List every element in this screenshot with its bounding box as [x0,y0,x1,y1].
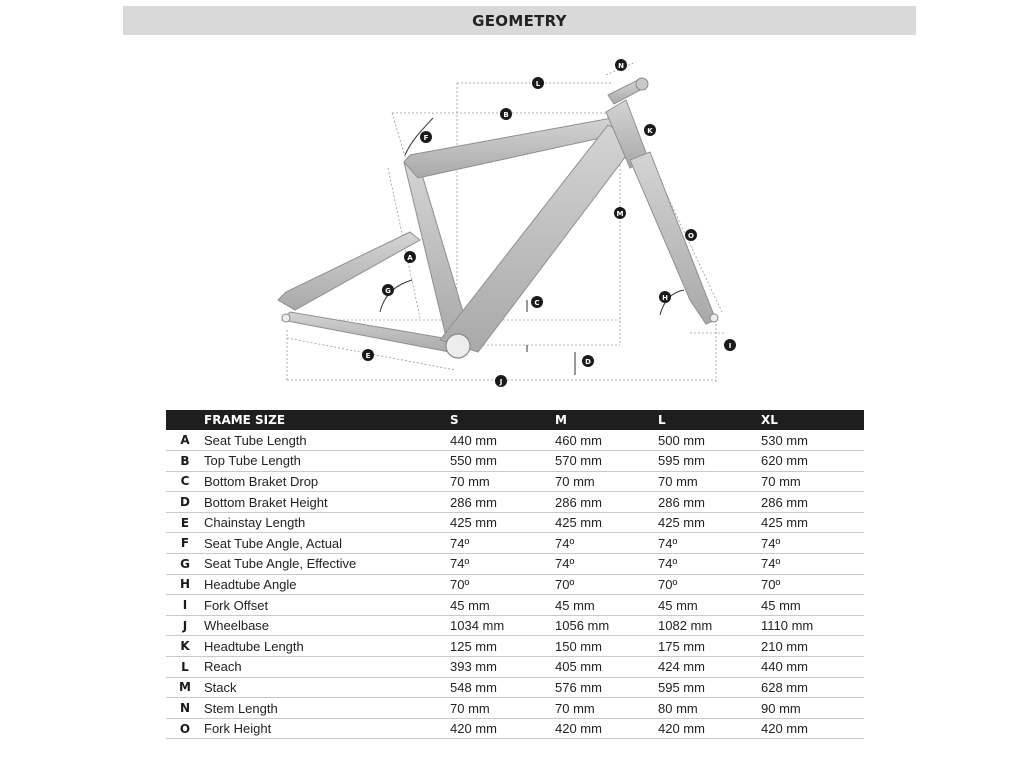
row-letter: I [182,598,188,613]
row-letter: N [179,701,191,716]
svg-text:N: N [618,62,624,70]
row-value-l: 595 mm [658,453,705,469]
row-value-s: 70 mm [450,473,490,489]
svg-text:H: H [662,294,668,302]
row-value-m: 420 mm [555,721,602,737]
row-value-m: 460 mm [555,432,602,448]
row-measurement-name: Bottom Braket Height [204,494,328,510]
row-value-l: 500 mm [658,432,705,448]
svg-text:F: F [423,134,429,142]
row-value-m: 1056 mm [555,618,610,634]
row-letter: A [180,433,190,448]
row-value-xl: 74º [761,535,781,551]
row-value-xl: 90 mm [761,700,801,716]
marker-i [724,339,736,351]
marker-n [615,59,627,71]
svg-text:M: M [616,210,624,218]
row-value-m: 425 mm [555,515,602,531]
marker-e [362,349,374,361]
marker-l [532,77,544,89]
marker-o [685,229,697,241]
row-value-s: 440 mm [450,432,497,448]
table-row [166,677,864,698]
page-title: GEOMETRY [472,11,567,30]
row-value-xl: 628 mm [761,679,808,695]
row-value-m: 45 mm [555,597,595,613]
table-row [166,533,864,554]
header-size-l: L [658,413,666,427]
marker-d [582,355,594,367]
marker-a [404,251,416,263]
row-measurement-name: Fork Height [204,721,272,737]
row-measurement-name: Seat Tube Angle, Effective [204,556,357,572]
svg-text:L: L [535,80,541,88]
header-frame-size: FRAME SIZE [204,413,286,427]
row-value-l: 595 mm [658,679,705,695]
row-value-s: 425 mm [450,515,497,531]
marker-h [659,291,671,303]
row-measurement-name: Fork Offset [204,597,269,613]
table-row [166,595,864,616]
row-value-l: 45 mm [658,597,698,613]
frame-geometry-diagram [0,40,1024,400]
row-measurement-name: Reach [204,659,242,675]
row-value-l: 425 mm [658,515,705,531]
row-value-xl: 74º [761,556,781,572]
row-value-xl: 440 mm [761,659,808,675]
table-row [166,657,864,678]
header-size-m: M [555,413,567,427]
row-letter: K [180,639,190,654]
svg-text:C: C [534,299,540,307]
row-value-m: 70 mm [555,700,595,716]
table-row [166,430,864,451]
marker-j [495,375,507,387]
table-row [166,574,864,595]
row-value-m: 405 mm [555,659,602,675]
row-measurement-name: Headtube Angle [204,576,297,592]
table-body [166,430,864,739]
row-measurement-name: Bottom Braket Drop [204,473,319,489]
row-value-xl: 70º [761,576,781,592]
row-value-s: 286 mm [450,494,497,510]
row-value-xl: 45 mm [761,597,801,613]
svg-text:E: E [365,352,371,360]
table-row [166,512,864,533]
table-row [166,554,864,575]
row-measurement-name: Seat Tube Angle, Actual [204,535,343,551]
row-value-s: 420 mm [450,721,497,737]
table-row [166,615,864,636]
table-row [166,451,864,472]
table-header-row [166,410,864,430]
marker-k [644,124,656,136]
row-value-xl: 620 mm [761,453,808,469]
row-letter: G [180,556,190,571]
bike-frame [278,80,716,352]
row-measurement-name: Headtube Length [204,638,304,654]
row-value-l: 70º [658,576,678,592]
svg-text:G: G [385,287,391,295]
row-value-xl: 530 mm [761,432,808,448]
row-measurement-name: Chainstay Length [204,515,306,531]
marker-f [420,131,432,143]
row-value-m: 286 mm [555,494,602,510]
marker-c [531,296,543,308]
row-value-s: 70º [450,576,470,592]
row-value-l: 74º [658,556,678,572]
table-row [166,492,864,513]
row-value-m: 570 mm [555,453,602,469]
row-value-s: 45 mm [450,597,490,613]
row-value-m: 74º [555,535,575,551]
row-measurement-name: Stem Length [204,700,278,716]
row-letter: M [179,680,191,695]
row-value-l: 1082 mm [658,618,713,634]
row-value-l: 80 mm [658,700,698,716]
row-measurement-name: Wheelbase [204,618,270,634]
svg-text:B: B [503,111,509,119]
row-letter: J [182,618,188,633]
row-letter: B [180,453,190,468]
row-measurement-name: Seat Tube Length [204,432,307,448]
geometry-table [166,410,864,739]
row-value-s: 70 mm [450,700,490,716]
row-value-s: 74º [450,556,470,572]
row-value-xl: 210 mm [761,638,808,654]
row-value-xl: 1110 mm [761,618,814,634]
row-value-s: 74º [450,535,470,551]
row-measurement-name: Stack [204,679,237,695]
row-letter: C [180,474,190,489]
marker-m [614,207,626,219]
marker-b [500,108,512,120]
row-value-s: 550 mm [450,453,497,469]
row-value-l: 424 mm [658,659,705,675]
table-row [166,471,864,492]
row-letter: F [180,536,190,551]
marker-g [382,284,394,296]
row-value-m: 150 mm [555,638,602,654]
svg-text:J: J [499,378,503,386]
table-row [166,636,864,657]
row-value-s: 548 mm [450,679,497,695]
row-letter: L [181,659,189,674]
table-row [166,718,864,739]
header-size-s: S [450,413,459,427]
row-value-l: 420 mm [658,721,705,737]
row-value-l: 175 mm [658,638,705,654]
row-value-m: 70 mm [555,473,595,489]
row-value-m: 576 mm [555,679,602,695]
row-value-l: 286 mm [658,494,705,510]
table-row [166,698,864,719]
svg-text:A: A [407,254,413,262]
row-letter: H [179,577,191,592]
row-value-xl: 420 mm [761,721,808,737]
row-value-l: 74º [658,535,678,551]
row-value-l: 70 mm [658,473,698,489]
svg-text:I: I [728,342,732,350]
row-value-s: 125 mm [450,638,497,654]
header-bar [123,6,916,35]
svg-text:D: D [585,358,591,366]
svg-text:K: K [647,127,653,135]
row-value-m: 70º [555,576,575,592]
row-value-xl: 70 mm [761,473,801,489]
header-letter [166,410,204,430]
svg-text:O: O [688,232,694,240]
row-letter: O [179,721,191,736]
row-measurement-name: Top Tube Length [204,453,301,469]
row-value-s: 393 mm [450,659,497,675]
row-value-s: 1034 mm [450,618,505,634]
row-value-xl: 286 mm [761,494,808,510]
row-letter: D [180,495,190,510]
header-size-xl: XL [761,413,778,427]
row-value-xl: 425 mm [761,515,808,531]
row-letter: E [180,515,190,530]
row-value-m: 74º [555,556,575,572]
